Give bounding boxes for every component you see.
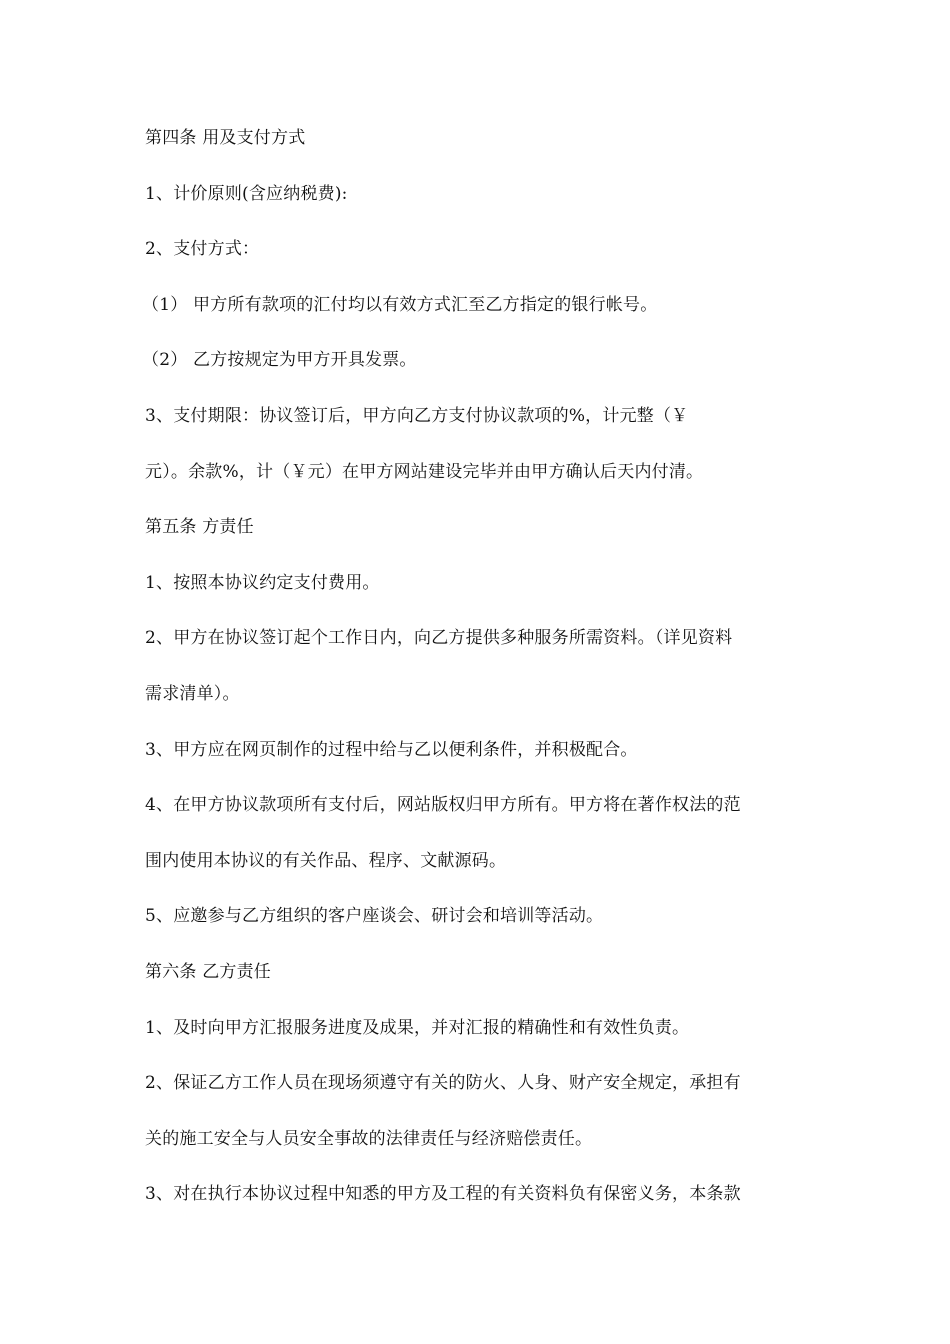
paragraph-line: 4、在甲方协议款项所有支付后，网站版权归甲方所有。甲方将在著作权法的范 (145, 795, 741, 816)
paragraph-line: 3、支付期限：协议签订后，甲方向乙方支付协议款项的%，计元整（￥ (145, 405, 689, 426)
document-body (142, 120, 810, 1232)
paragraph-line: （2） 乙方按规定为甲方开具发票。 (142, 350, 417, 371)
paragraph-line: 1、按照本协议约定支付费用。 (145, 572, 380, 593)
article-6-heading: 第六条 乙方责任 (145, 961, 272, 982)
paragraph-line: （1） 甲方所有款项的汇付均以有效方式汇至乙方指定的银行帐号。 (142, 294, 658, 315)
article-5-heading: 第五条 方责任 (145, 517, 254, 538)
paragraph-line: 需求清单）。 (145, 683, 240, 704)
paragraph-line: 3、对在执行本协议过程中知悉的甲方及工程的有关资料负有保密义务，本条款 (145, 1184, 741, 1205)
paragraph-line: 2、保证乙方工作人员在现场须遵守有关的防火、人身、财产安全规定，承担有 (145, 1073, 741, 1094)
paragraph-line: 3、甲方应在网页制作的过程中给与乙以便利条件，并积极配合。 (145, 739, 638, 760)
paragraph-line: 关的施工安全与人员安全事故的法律责任与经济赔偿责任。 (145, 1128, 593, 1149)
paragraph-line: 2、甲方在协议签订起个工作日内，向乙方提供多种服务所需资料。（详见资料 (145, 628, 733, 649)
paragraph-line: 元）。余款%，计（￥元）在甲方网站建设完毕并由甲方确认后天内付清。 (145, 461, 704, 482)
paragraph-line: 1、计价原则(含应纳税费): (145, 183, 348, 204)
paragraph-line: 2、支付方式： (145, 239, 260, 260)
paragraph-line: 1、及时向甲方汇报服务进度及成果，并对汇报的精确性和有效性负责。 (145, 1017, 690, 1038)
paragraph-line: 5、应邀参与乙方组织的客户座谈会、研讨会和培训等活动。 (145, 906, 604, 927)
article-4-heading: 第四条 用及支付方式 (145, 128, 306, 148)
paragraph-line: 围内使用本协议的有关作品、程序、文献源码。 (145, 850, 507, 871)
